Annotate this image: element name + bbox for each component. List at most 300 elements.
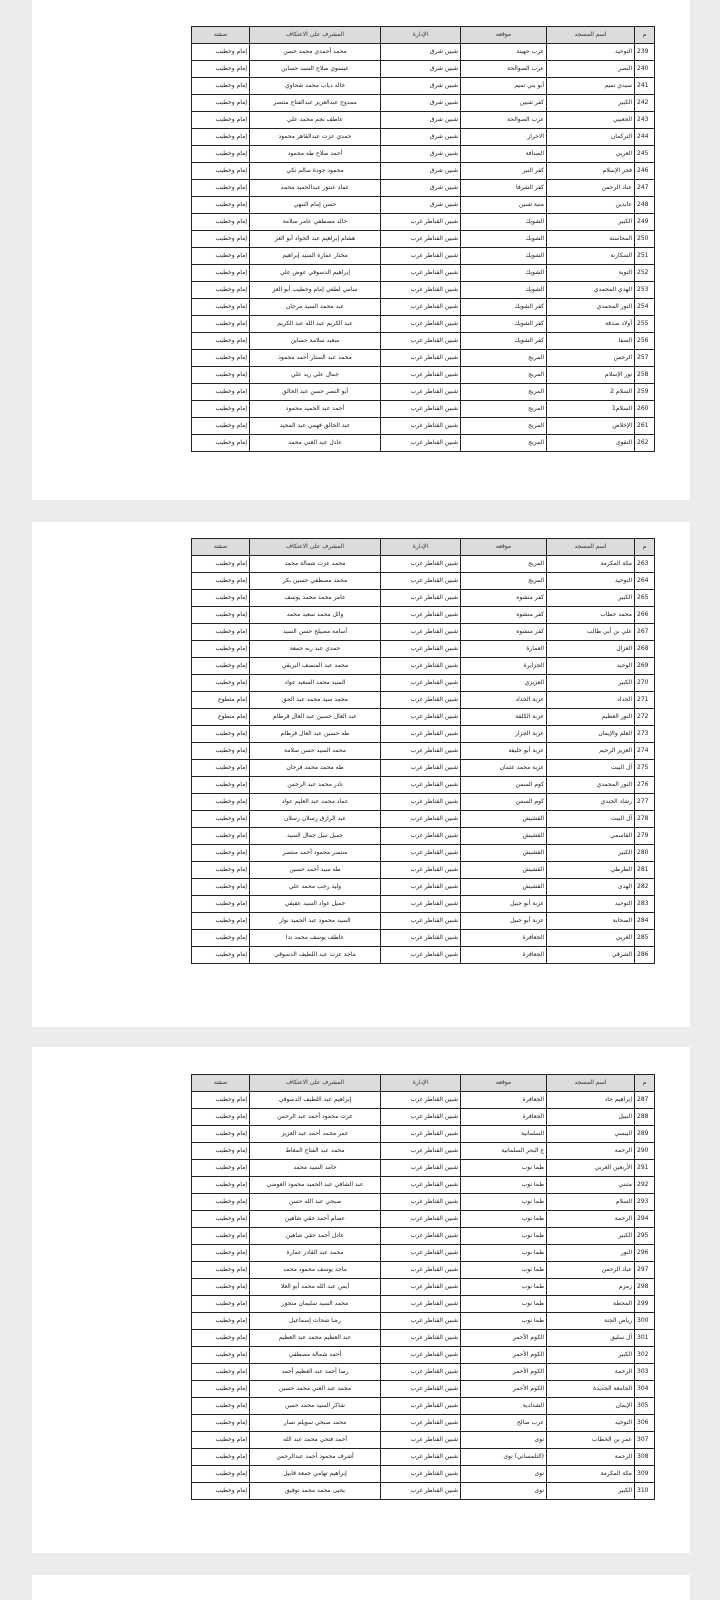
cell-num: 263 — [635, 556, 655, 573]
cell-mosque: إبراهيم جاد — [547, 1092, 635, 1109]
cell-num: 242 — [635, 95, 655, 112]
cell-supervisor: عماد عنتور عبدالحميد محمد — [250, 180, 381, 197]
table-row — [192, 129, 655, 146]
cell-admin: شبين شرق — [381, 112, 461, 129]
cell-supervisor: طه سيد أحمد حسين — [250, 862, 381, 879]
cell-mosque: السلام — [547, 1194, 635, 1211]
cell-supervisor: عبد الكريم عبد الله عبد الكريم — [250, 316, 381, 333]
table-row — [192, 624, 655, 641]
cell-mosque: آل البيت — [547, 760, 635, 777]
cell-mosque: العربي — [547, 146, 635, 163]
cell-role: إمام وخطيب — [192, 556, 250, 573]
cell-role: إمام وخطيب — [192, 1126, 250, 1143]
cell-mosque: النور المحمدي — [547, 777, 635, 794]
cell-admin: شبين شرق — [381, 146, 461, 163]
cell-mosque: مكة المكرمة — [547, 556, 635, 573]
cell-admin: شبين القناطر غرب — [381, 418, 461, 435]
cell-mosque: عباد الرحمن — [547, 180, 635, 197]
cell-location: كفر شبين — [461, 95, 547, 112]
cell-role: إمام وخطيب — [192, 95, 250, 112]
cell-admin: شبين القناطر غرب — [381, 777, 461, 794]
column-header-mosque: اسم المسجد — [547, 27, 635, 44]
cell-num: 239 — [635, 44, 655, 61]
table-row — [192, 384, 655, 401]
cell-num: 287 — [635, 1092, 655, 1109]
cell-location: عرب الصوالحة — [461, 61, 547, 78]
cell-num: 264 — [635, 573, 655, 590]
cell-num: 269 — [635, 658, 655, 675]
cell-admin: شبين شرق — [381, 78, 461, 95]
cell-location: كفر الشرفا — [461, 180, 547, 197]
table-row — [192, 1415, 655, 1432]
table-row — [192, 299, 655, 316]
table-row — [192, 44, 655, 61]
cell-num: 305 — [635, 1398, 655, 1415]
cell-num: 252 — [635, 265, 655, 282]
table-row — [192, 282, 655, 299]
cell-location: نوى — [461, 1483, 547, 1500]
cell-role: إمام متطوع — [192, 692, 250, 709]
cell-num: 266 — [635, 607, 655, 624]
table-row — [192, 896, 655, 913]
cell-num: 257 — [635, 350, 655, 367]
cell-num: 274 — [635, 743, 655, 760]
cell-supervisor: عبد الرازق رسلان رسلان — [250, 811, 381, 828]
cell-role: إمام وخطيب — [192, 896, 250, 913]
cell-role: إمام وخطيب — [192, 316, 250, 333]
cell-num: 259 — [635, 384, 655, 401]
cell-supervisor: السيد محمد السعيد عواد — [250, 675, 381, 692]
cell-num: 280 — [635, 845, 655, 862]
column-header-supervisor: المشرف على الاعتكاف — [250, 27, 381, 44]
column-header-role: صفته — [192, 539, 250, 556]
cell-supervisor: محمد عبد القادر عمارة — [250, 1245, 381, 1262]
cell-location: ع البحر السلمانية — [461, 1143, 547, 1160]
cell-admin: شبين القناطر غرب — [381, 760, 461, 777]
cell-role: إمام وخطيب — [192, 828, 250, 845]
cell-supervisor: حمدي عبد ربه جمعة — [250, 641, 381, 658]
cell-mosque: متبني — [547, 1177, 635, 1194]
cell-role: إمام وخطيب — [192, 248, 250, 265]
cell-num: 241 — [635, 78, 655, 95]
cell-role: إمام وخطيب — [192, 401, 250, 418]
cell-num: 282 — [635, 879, 655, 896]
cell-mosque: الكبير — [547, 590, 635, 607]
cell-mosque: التقوى — [547, 435, 635, 452]
cell-num: 295 — [635, 1228, 655, 1245]
cell-admin: شبين القناطر غرب — [381, 1143, 461, 1160]
cell-admin: شبين شرق — [381, 44, 461, 61]
cell-supervisor: نادر محمد عبد الرحمن — [250, 777, 381, 794]
cell-num: 247 — [635, 180, 655, 197]
cell-mosque: النصر — [547, 61, 635, 78]
cell-admin: شبين القناطر غرب — [381, 1398, 461, 1415]
cell-role: إمام وخطيب — [192, 947, 250, 964]
cell-mosque: الكبير — [547, 845, 635, 862]
column-header-mosque: اسم المسجد — [547, 1075, 635, 1092]
cell-supervisor: عصام أحمد حقي شاهين — [250, 1211, 381, 1228]
table-row — [192, 794, 655, 811]
cell-admin: شبين القناطر غرب — [381, 862, 461, 879]
cell-admin: شبين القناطر غرب — [381, 692, 461, 709]
cell-admin: شبين القناطر غرب — [381, 624, 461, 641]
cell-supervisor: منتصر محمود أحمد منتصر — [250, 845, 381, 862]
cell-mosque: الكبير — [547, 95, 635, 112]
cell-mosque: الهدى — [547, 879, 635, 896]
column-header-role: صفته — [192, 1075, 250, 1092]
cell-location: عزبة الكلفة — [461, 709, 547, 726]
cell-location: المريج — [461, 350, 547, 367]
cell-role: إمام وخطيب — [192, 1432, 250, 1449]
cell-supervisor: أسامة مصيلح حسن السيد — [250, 624, 381, 641]
cell-num: 306 — [635, 1415, 655, 1432]
cell-role: إمام وخطيب — [192, 1449, 250, 1466]
cell-supervisor: عيسوي صلاح السيد حساين — [250, 61, 381, 78]
cell-location: كفر منشوه — [461, 590, 547, 607]
cell-mosque: القاسمي — [547, 828, 635, 845]
cell-mosque: التوحيد — [547, 573, 635, 590]
cell-admin: شبين القناطر غرب — [381, 367, 461, 384]
cell-admin: شبين شرق — [381, 95, 461, 112]
table-row — [192, 1466, 655, 1483]
column-header-location: موقعه — [461, 1075, 547, 1092]
column-header-role: صفته — [192, 27, 250, 44]
table-row — [192, 743, 655, 760]
cell-location: الجعافرة — [461, 947, 547, 964]
table-row — [192, 78, 655, 95]
cell-mosque: الوحيد — [547, 658, 635, 675]
cell-num: 293 — [635, 1194, 655, 1211]
cell-admin: شبين القناطر غرب — [381, 384, 461, 401]
cell-admin: شبين شرق — [381, 163, 461, 180]
cell-admin: شبين القناطر غرب — [381, 1330, 461, 1347]
cell-role: إمام وخطيب — [192, 794, 250, 811]
cell-admin: شبين القناطر غرب — [381, 1432, 461, 1449]
cell-role: إمام وخطيب — [192, 1347, 250, 1364]
table-row — [192, 590, 655, 607]
cell-admin: شبين القناطر غرب — [381, 726, 461, 743]
cell-supervisor: محمود جودة سالم تكي — [250, 163, 381, 180]
cell-location: طما نوب — [461, 1177, 547, 1194]
cell-supervisor: محمد صبحي سويلم نصار — [250, 1415, 381, 1432]
table-row — [192, 1143, 655, 1160]
cell-admin: شبين القناطر غرب — [381, 556, 461, 573]
cell-location: الكوم الأحمر — [461, 1330, 547, 1347]
table-row — [192, 95, 655, 112]
cell-supervisor: حامد السيد محمد — [250, 1160, 381, 1177]
cell-supervisor: إبراهيم عبد اللطيف الدسوقي — [250, 1092, 381, 1109]
cell-mosque: الجعبيي — [547, 112, 635, 129]
cell-supervisor: إبراهيم الدسوقي عوض علي — [250, 265, 381, 282]
cell-role: إمام وخطيب — [192, 1228, 250, 1245]
cell-num: 301 — [635, 1330, 655, 1347]
table-row — [192, 641, 655, 658]
cell-num: 256 — [635, 333, 655, 350]
cell-role: إمام وخطيب — [192, 913, 250, 930]
cell-mosque: الغزال — [547, 641, 635, 658]
cell-num: 271 — [635, 692, 655, 709]
cell-supervisor: عادل عبد الغني محمد — [250, 435, 381, 452]
cell-mosque: السكارنة — [547, 248, 635, 265]
cell-location: العمارة — [461, 641, 547, 658]
cell-location: القشيش — [461, 879, 547, 896]
cell-mosque: أولاد صدقة — [547, 316, 635, 333]
cell-role: إمام وخطيب — [192, 811, 250, 828]
cell-mosque: مكة المكرمة — [547, 1466, 635, 1483]
cell-supervisor: عبد محمد السيد مرجان — [250, 299, 381, 316]
cell-admin: شبين القناطر غرب — [381, 1415, 461, 1432]
cell-location: عرب الصوالحة — [461, 112, 547, 129]
cell-role: إمام وخطيب — [192, 146, 250, 163]
cell-role: إمام وخطيب — [192, 1296, 250, 1313]
cell-location: منية شبين — [461, 197, 547, 214]
cell-location: الجعافرة — [461, 930, 547, 947]
table-row — [192, 845, 655, 862]
mosque-table-page-3 — [191, 1074, 655, 1500]
cell-admin: شبين شرق — [381, 180, 461, 197]
cell-mosque: الكبير — [547, 1483, 635, 1500]
cell-mosque: النور المحمدي — [547, 299, 635, 316]
document-page-1 — [32, 0, 690, 500]
cell-admin: شبين القناطر غرب — [381, 811, 461, 828]
cell-location: عرب جهينة — [461, 44, 547, 61]
cell-supervisor: جميل نبيل جمال السيد — [250, 828, 381, 845]
cell-role: إمام وخطيب — [192, 1143, 250, 1160]
cell-admin: شبين القناطر غرب — [381, 896, 461, 913]
cell-role: إمام وخطيب — [192, 367, 250, 384]
cell-admin: شبين القناطر غرب — [381, 743, 461, 760]
cell-num: 265 — [635, 590, 655, 607]
table-row — [192, 180, 655, 197]
cell-role: إمام وخطيب — [192, 112, 250, 129]
cell-num: 279 — [635, 828, 655, 845]
cell-role: إمام وخطيب — [192, 129, 250, 146]
cell-num: 307 — [635, 1432, 655, 1449]
cell-supervisor: وائل محمد سعيد محمد — [250, 607, 381, 624]
cell-num: 251 — [635, 248, 655, 265]
cell-role: إمام وخطيب — [192, 726, 250, 743]
cell-role: إمام وخطيب — [192, 658, 250, 675]
table-row — [192, 231, 655, 248]
table-row — [192, 350, 655, 367]
table-row — [192, 1109, 655, 1126]
cell-role: إمام وخطيب — [192, 1398, 250, 1415]
table-row — [192, 418, 655, 435]
cell-admin: شبين القناطر غرب — [381, 1466, 461, 1483]
cell-mosque: السلام1 — [547, 401, 635, 418]
cell-role: إمام وخطيب — [192, 384, 250, 401]
cell-mosque: زمزم — [547, 1279, 635, 1296]
cell-location: الجعافرة — [461, 1092, 547, 1109]
table-row — [192, 862, 655, 879]
cell-mosque: نور الإسلام — [547, 367, 635, 384]
table-row — [192, 1296, 655, 1313]
cell-mosque: المحاسنة — [547, 231, 635, 248]
table-row — [192, 1330, 655, 1347]
table-row — [192, 214, 655, 231]
cell-role: إمام وخطيب — [192, 879, 250, 896]
cell-mosque: التوبة — [547, 265, 635, 282]
cell-mosque: آل سليق — [547, 1330, 635, 1347]
cell-num: 277 — [635, 794, 655, 811]
cell-role: إمام وخطيب — [192, 1483, 250, 1500]
cell-role: إمام وخطيب — [192, 418, 250, 435]
cell-role: إمام وخطيب — [192, 333, 250, 350]
cell-supervisor: عامر محمد محمد يوسف — [250, 590, 381, 607]
cell-supervisor: سامي لطفي إمام وخطيب أبو العز — [250, 282, 381, 299]
cell-supervisor: خالد دياب محمد شحاوي — [250, 78, 381, 95]
cell-location: الكوم الأحمر — [461, 1364, 547, 1381]
cell-supervisor: ماجد يوسف محمود محمد — [250, 1262, 381, 1279]
cell-num: 245 — [635, 146, 655, 163]
cell-supervisor: أيمن عبد الله محمد أبو العلا — [250, 1279, 381, 1296]
cell-role: إمام وخطيب — [192, 1313, 250, 1330]
table-row — [192, 607, 655, 624]
table-row — [192, 435, 655, 452]
cell-mosque: الأربعين الغربي — [547, 1160, 635, 1177]
cell-location: (التلمساني) نوى — [461, 1449, 547, 1466]
table-row — [192, 1483, 655, 1500]
cell-admin: شبين القناطر غرب — [381, 1296, 461, 1313]
table-row — [192, 333, 655, 350]
cell-location: الكوم الأحمر — [461, 1347, 547, 1364]
cell-role: إمام وخطيب — [192, 180, 250, 197]
cell-supervisor: محمد أحمدي محمد حسن — [250, 44, 381, 61]
cell-role: إمام وخطيب — [192, 1211, 250, 1228]
table-row — [192, 556, 655, 573]
cell-num: 260 — [635, 401, 655, 418]
cell-num: 297 — [635, 1262, 655, 1279]
table-row — [192, 1126, 655, 1143]
cell-role: إمام وخطيب — [192, 590, 250, 607]
cell-num: 250 — [635, 231, 655, 248]
cell-num: 261 — [635, 418, 655, 435]
cell-mosque: الرحمة — [547, 1211, 635, 1228]
cell-location: المريج — [461, 401, 547, 418]
cell-admin: شبين القناطر غرب — [381, 1126, 461, 1143]
cell-num: 272 — [635, 709, 655, 726]
table-row — [192, 573, 655, 590]
column-header-admin: الإدارة — [381, 539, 461, 556]
cell-location: كفر النبر — [461, 163, 547, 180]
table-header-row — [192, 27, 655, 44]
cell-supervisor: حمدي عزت عبدالقاهر محمود — [250, 129, 381, 146]
table-row — [192, 1245, 655, 1262]
cell-admin: شبين القناطر غرب — [381, 1483, 461, 1500]
cell-location: أبو بني تميم — [461, 78, 547, 95]
cell-role: إمام وخطيب — [192, 1160, 250, 1177]
cell-role: إمام وخطيب — [192, 1279, 250, 1296]
table-row — [192, 1398, 655, 1415]
table-row — [192, 675, 655, 692]
cell-supervisor: أحمد فتحي محمد عبد الله — [250, 1432, 381, 1449]
cell-supervisor: رضا شحات إسماعيل — [250, 1313, 381, 1330]
cell-mosque: السلام 2 — [547, 384, 635, 401]
table-row — [192, 248, 655, 265]
table-header-row — [192, 1075, 655, 1092]
cell-admin: شبين القناطر غرب — [381, 248, 461, 265]
cell-mosque: علي بن أبي طالب — [547, 624, 635, 641]
cell-admin: شبين القناطر غرب — [381, 1177, 461, 1194]
cell-location: الشويك — [461, 265, 547, 282]
cell-num: 254 — [635, 299, 655, 316]
cell-mosque: الطرطي — [547, 862, 635, 879]
column-header-location: موقعه — [461, 539, 547, 556]
cell-role: إمام وخطيب — [192, 573, 250, 590]
cell-location: القشيش — [461, 828, 547, 845]
cell-mosque: عباد الرحمن — [547, 1262, 635, 1279]
table-row — [192, 1262, 655, 1279]
cell-mosque: الكبير — [547, 1347, 635, 1364]
column-header-location: موقعه — [461, 27, 547, 44]
table-header-row — [192, 539, 655, 556]
cell-mosque: التوحيد — [547, 44, 635, 61]
table-row — [192, 367, 655, 384]
cell-location: كفر الشويك — [461, 333, 547, 350]
cell-location: كفر منشوه — [461, 607, 547, 624]
cell-num: 309 — [635, 1466, 655, 1483]
cell-role: إمام وخطيب — [192, 1364, 250, 1381]
cell-supervisor: محمد عبد الفتاح المغاط — [250, 1143, 381, 1160]
cell-location: عزبة الحداد — [461, 692, 547, 709]
cell-location: طما نوب — [461, 1228, 547, 1245]
table-row — [192, 709, 655, 726]
cell-mosque: فجر الإسلام — [547, 163, 635, 180]
cell-location: المريج — [461, 367, 547, 384]
cell-admin: شبين القناطر غرب — [381, 590, 461, 607]
table-row — [192, 692, 655, 709]
table-row — [192, 1160, 655, 1177]
cell-location: عزبة الجزار — [461, 726, 547, 743]
table-row — [192, 879, 655, 896]
table-row — [192, 1347, 655, 1364]
cell-admin: شبين القناطر غرب — [381, 435, 461, 452]
cell-mosque: النور العظيم — [547, 709, 635, 726]
cell-admin: شبين شرق — [381, 197, 461, 214]
table-row — [192, 1381, 655, 1398]
cell-role: إمام وخطيب — [192, 624, 250, 641]
cell-num: 296 — [635, 1245, 655, 1262]
document-page-2 — [32, 522, 690, 1027]
cell-mosque: الصحابة — [547, 913, 635, 930]
table-row — [192, 316, 655, 333]
cell-role: إمام وخطيب — [192, 607, 250, 624]
cell-location: طما نوب — [461, 1296, 547, 1313]
cell-num: 270 — [635, 675, 655, 692]
mosque-table-page-1 — [191, 26, 655, 452]
table-row — [192, 913, 655, 930]
cell-supervisor: عبد العال حسين عبد العال قرطام — [250, 709, 381, 726]
cell-role: إمام وخطيب — [192, 675, 250, 692]
table-row — [192, 401, 655, 418]
cell-supervisor: عبد الخالق فهمي عبد المجيد — [250, 418, 381, 435]
column-header-num: م — [635, 27, 655, 44]
cell-admin: شبين شرق — [381, 61, 461, 78]
cell-admin: شبين القناطر غرب — [381, 1449, 461, 1466]
cell-role: إمام وخطيب — [192, 78, 250, 95]
cell-num: 288 — [635, 1109, 655, 1126]
cell-mosque: الشرقي — [547, 947, 635, 964]
cell-supervisor: إبراهيم تهامي جمعة قابيل — [250, 1466, 381, 1483]
cell-admin: شبين القناطر غرب — [381, 1109, 461, 1126]
cell-num: 273 — [635, 726, 655, 743]
cell-location: كفر منشوه — [461, 624, 547, 641]
cell-location: الشويك — [461, 282, 547, 299]
cell-location: طما نوب — [461, 1194, 547, 1211]
cell-admin: شبين القناطر غرب — [381, 641, 461, 658]
cell-num: 284 — [635, 913, 655, 930]
table-row — [192, 760, 655, 777]
